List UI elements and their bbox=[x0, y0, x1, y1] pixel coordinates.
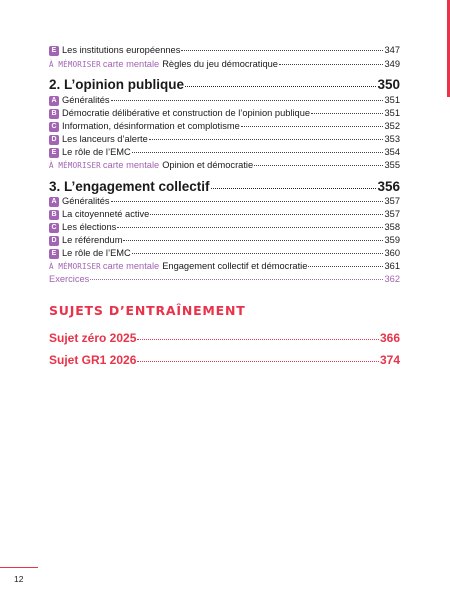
entry-label: Les élections bbox=[62, 222, 117, 232]
toc-entry[interactable] bbox=[49, 120, 400, 133]
toc-entry[interactable] bbox=[49, 195, 400, 208]
chapter-page: 356 bbox=[377, 179, 400, 194]
entry-label: Les institutions européennes bbox=[62, 45, 181, 55]
sujet-entry[interactable] bbox=[49, 332, 400, 344]
memo-sub: carte mentale bbox=[102, 261, 160, 271]
entry-page: 362 bbox=[384, 274, 400, 284]
entry-label: Règles du jeu démocratique bbox=[162, 59, 278, 69]
section-badge: A bbox=[49, 96, 59, 106]
leader-dots bbox=[111, 100, 384, 101]
entry-label: Opinion et démocratie bbox=[162, 160, 254, 170]
toc-entry[interactable] bbox=[49, 146, 400, 159]
entry-page: 354 bbox=[384, 147, 400, 157]
entry-page: 358 bbox=[384, 222, 400, 232]
entry-page: 357 bbox=[384, 196, 400, 206]
memo-entry[interactable] bbox=[49, 260, 400, 273]
chapter-page: 350 bbox=[377, 77, 400, 92]
toc-entry[interactable] bbox=[49, 234, 400, 247]
entry-page: 352 bbox=[384, 121, 400, 131]
section-badge: C bbox=[49, 223, 59, 233]
entry-label: Information, désinformation et complotisme bbox=[62, 121, 240, 131]
entry-page: 353 bbox=[384, 134, 400, 144]
leader-dots bbox=[241, 126, 384, 127]
section-badge: B bbox=[49, 210, 59, 220]
section-badge: E bbox=[49, 249, 59, 259]
leader-dots bbox=[150, 214, 383, 215]
entry-label: Les lanceurs d’alerte bbox=[62, 134, 148, 144]
entry-label: La citoyenneté active bbox=[62, 209, 150, 219]
leader-dots bbox=[279, 64, 384, 65]
leader-dots bbox=[117, 227, 383, 228]
footer-rule bbox=[0, 567, 38, 568]
toc-entry[interactable] bbox=[49, 94, 400, 107]
section-badge: E bbox=[49, 46, 59, 56]
memo-entry[interactable] bbox=[49, 58, 400, 71]
leader-dots bbox=[90, 279, 383, 280]
chapter-title: 3. L’engagement collectif bbox=[49, 179, 210, 194]
leader-dots bbox=[137, 339, 379, 340]
chapter-title: 2. L’opinion publique bbox=[49, 77, 184, 92]
leader-dots bbox=[211, 188, 377, 189]
entry-label: Engagement collectif et démocratie bbox=[162, 261, 308, 271]
entry-page: 351 bbox=[384, 95, 400, 105]
memo-tag: À MÉMORISER bbox=[49, 161, 101, 170]
section-badge: E bbox=[49, 148, 59, 158]
toc-entry[interactable] bbox=[49, 208, 400, 221]
page-number: 12 bbox=[14, 574, 24, 584]
entry-page: 360 bbox=[384, 248, 400, 258]
section-badge: D bbox=[49, 236, 59, 246]
toc-entry[interactable] bbox=[49, 247, 400, 260]
leader-dots bbox=[137, 361, 379, 362]
entry-page: 359 bbox=[384, 235, 400, 245]
entry-page: 349 bbox=[384, 59, 400, 69]
entry-label: Généralités bbox=[62, 95, 110, 105]
leader-dots bbox=[123, 240, 383, 241]
section-badge: D bbox=[49, 135, 59, 145]
entry-label: Exercices bbox=[49, 274, 90, 284]
entry-label: Généralités bbox=[62, 196, 110, 206]
leader-dots bbox=[311, 113, 383, 114]
chapter-heading[interactable] bbox=[49, 179, 400, 195]
leader-dots bbox=[181, 50, 383, 51]
leader-dots bbox=[132, 152, 384, 153]
leader-dots bbox=[132, 253, 384, 254]
entry-label: Sujet GR1 2026 bbox=[49, 353, 137, 367]
entry-page: 366 bbox=[379, 331, 400, 345]
toc-entry[interactable] bbox=[49, 221, 400, 234]
entry-page: 355 bbox=[384, 160, 400, 170]
chapter-heading[interactable] bbox=[49, 77, 400, 93]
memo-tag: À MÉMORISER bbox=[49, 262, 101, 271]
leader-dots bbox=[149, 139, 384, 140]
entry-page: 351 bbox=[384, 108, 400, 118]
toc-entry[interactable] bbox=[49, 107, 400, 120]
leader-dots bbox=[308, 266, 383, 267]
exercices-entry[interactable] bbox=[49, 273, 400, 285]
toc-entry[interactable] bbox=[49, 133, 400, 146]
section-badge: C bbox=[49, 122, 59, 132]
memo-tag: À MÉMORISER bbox=[49, 60, 101, 69]
section-badge: A bbox=[49, 197, 59, 207]
memo-sub: carte mentale bbox=[102, 59, 160, 69]
entry-label: Le référendum bbox=[62, 235, 123, 245]
entry-page: 347 bbox=[384, 45, 400, 55]
memo-entry[interactable] bbox=[49, 159, 400, 172]
toc-entry[interactable] bbox=[49, 44, 400, 57]
entry-page: 361 bbox=[384, 261, 400, 271]
entry-label: Sujet zéro 2025 bbox=[49, 331, 137, 345]
leader-dots bbox=[111, 201, 384, 202]
sujet-entry[interactable] bbox=[49, 354, 400, 366]
entry-label: Le rôle de l’EMC bbox=[62, 147, 131, 157]
entry-page: 357 bbox=[384, 209, 400, 219]
entry-page: 374 bbox=[379, 353, 400, 367]
section-heading: SUJETS D’ENTRAÎNEMENT bbox=[49, 303, 246, 318]
section-badge: B bbox=[49, 109, 59, 119]
leader-dots bbox=[185, 86, 376, 87]
memo-sub: carte mentale bbox=[102, 160, 160, 170]
leader-dots bbox=[254, 165, 383, 166]
entry-label: Démocratie délibérative et construction de l’opinion publique bbox=[62, 108, 311, 118]
entry-label: Le rôle de l’EMC bbox=[62, 248, 131, 258]
